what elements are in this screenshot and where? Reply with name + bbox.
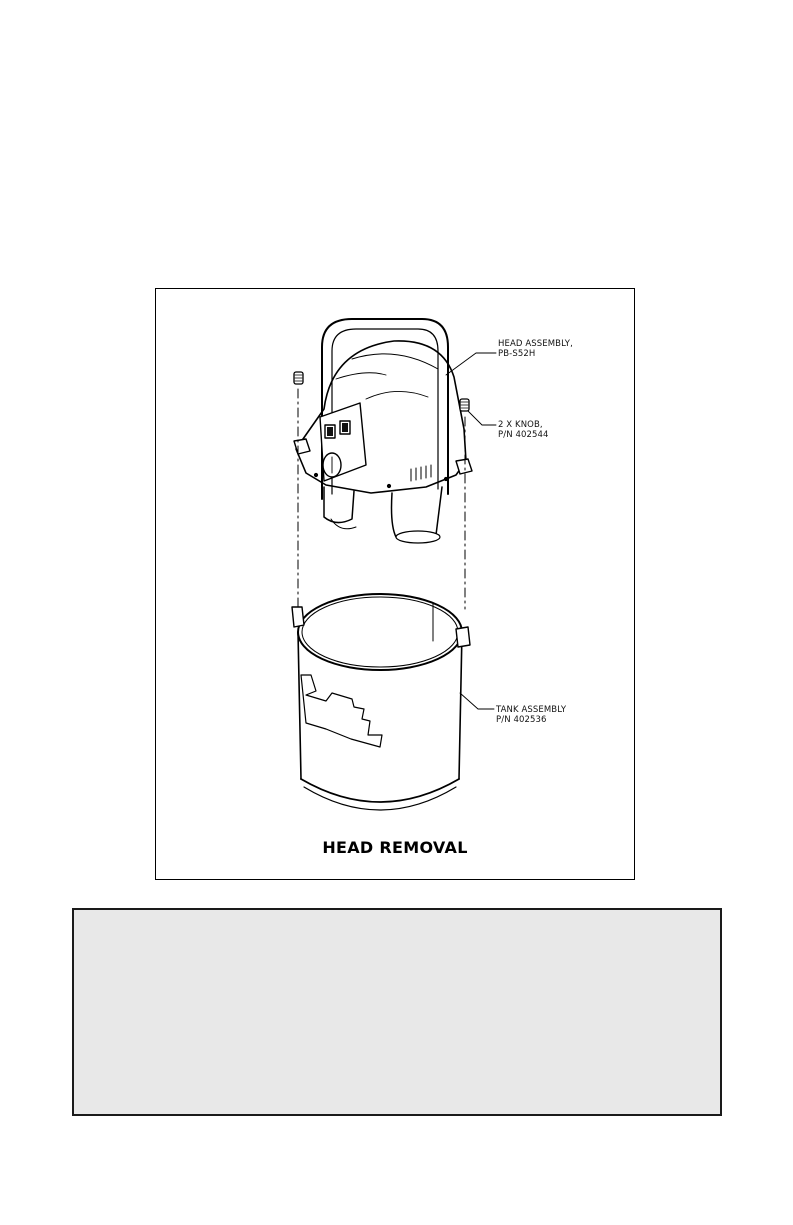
leader-head (446, 353, 496, 375)
note-box (72, 908, 722, 1116)
tank-assembly (292, 594, 470, 810)
tank-wall-right (459, 632, 462, 779)
tank-wall-left (298, 632, 301, 779)
callout-head-assembly (498, 339, 573, 359)
callout-tank-line2: P/N 402536 (496, 715, 547, 725)
tank-bottom (301, 779, 459, 802)
head-removal-diagram (156, 289, 636, 881)
knob-left (294, 372, 303, 384)
callout-knob-line1: 2 X KNOB, (498, 420, 543, 430)
callout-head-line1: HEAD ASSEMBLY, (498, 339, 573, 349)
callout-knob (498, 420, 549, 440)
knob-right (460, 399, 469, 411)
figure-caption: HEAD REMOVAL (322, 838, 468, 857)
head-assembly (294, 319, 472, 543)
motor-housing-left (324, 487, 354, 523)
callout-tank-line1: TANK ASSEMBLY (496, 705, 567, 715)
figure-frame (155, 288, 635, 880)
leader-knob (468, 411, 496, 425)
callout-tank-assembly (496, 705, 566, 725)
tank-rim (298, 594, 462, 670)
tank-label (301, 675, 382, 747)
callout-knob-line2: P/N 402544 (498, 430, 549, 440)
leader-tank (460, 693, 494, 709)
callout-head-line2: PB-S52H (498, 349, 536, 359)
